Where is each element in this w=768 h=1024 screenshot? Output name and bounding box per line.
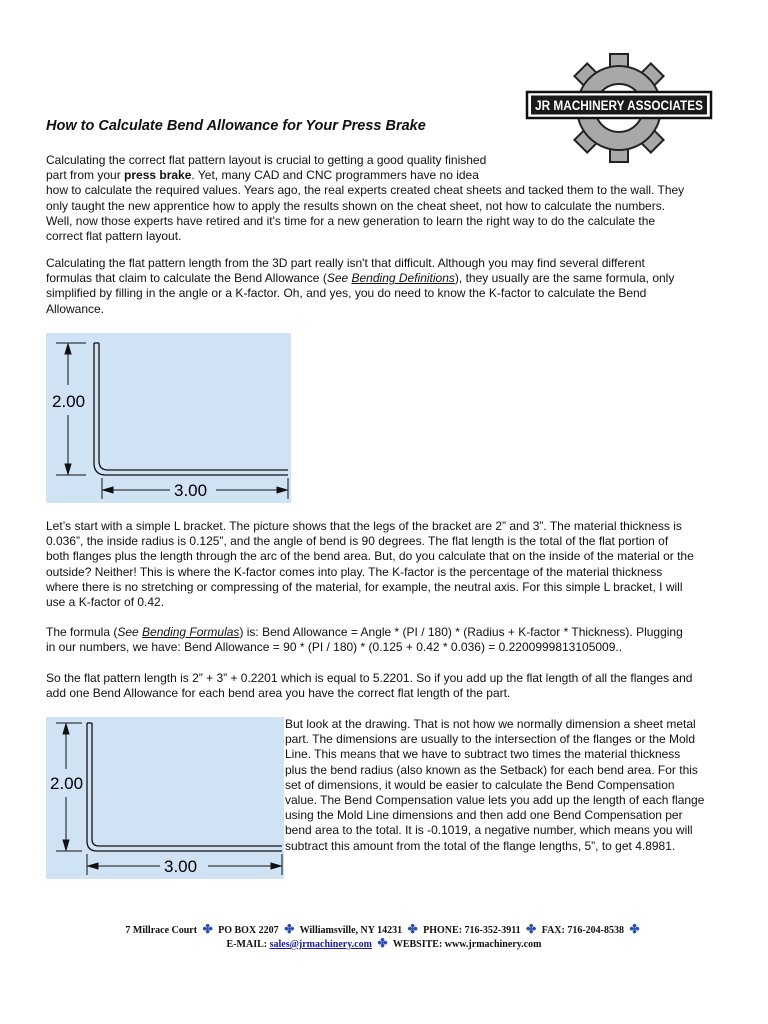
footer-contact-line — [0, 922, 768, 937]
mold-line-paragraph — [285, 717, 730, 854]
footer-email-link[interactable]: sales@jrmachinery.com — [269, 939, 372, 950]
text-line: how to calculate the required values. Years ago, the real experts created cheat sheets and tacked them to the wall. They — [46, 183, 685, 198]
horizontal-dimension-label: 3.00 — [174, 481, 208, 500]
text-line: where there is no stretching or compressing of the material, for example, the neutral axis. For this simple L bracket, I will — [46, 579, 683, 594]
text-line: Line. This means that we have to subtract two times the material thickness — [285, 747, 681, 762]
text-line: only taught the new apprentice how to apply the results shown on the cheat sheet, not how to calculate the numbers. — [46, 198, 666, 213]
footer-website: WEBSITE: www.jrmachinery.com — [392, 939, 542, 950]
bending-formulas-link[interactable]: Bending Formulas — [142, 625, 240, 639]
horizontal-dimension-label: 3.00 — [164, 857, 198, 876]
text-line: Calculating the correct flat pattern layout is crucial to getting a good quality finished — [46, 153, 487, 167]
formula-paragraph — [46, 625, 726, 655]
text-line: in our numbers, we have: Bend Allowance = 90 * (PI / 180) * (0.125 + 0.42 * 0.036) = 0.2200999813105009.. — [46, 640, 623, 655]
footer-star-icon: ✤ — [526, 922, 537, 936]
text-line: subtract this amount from the total of the flange lengths, 5”, to get 4.8981. — [285, 838, 676, 853]
bending-definitions-link[interactable]: Bending Definitions — [351, 271, 455, 286]
text-line: bend area to the total. It is -0.1019, a negative number, which means you will — [285, 823, 693, 838]
footer-star-icon: ✤ — [202, 922, 213, 936]
text-line: Well, now those experts have retired and it's time for a new generation to learn the right way to do the calculate the — [46, 213, 656, 228]
text-line: both flanges plus the length through the arc of the bend area. But, do you calculate that on the inside of the material or the — [46, 549, 694, 564]
text-line: But look at the drawing. That is not how we normally dimension a sheet metal — [285, 717, 696, 731]
text-line: simplified by filling in the angle or a K-factor. Oh, and yes, you do need to know the K-factor to calculate the Bend — [46, 286, 647, 301]
footer-email-label: E-MAIL: — [226, 939, 268, 950]
footer-fax: FAX: 716-204-8538 — [541, 925, 625, 936]
text-line: outside? Neither! This is where the K-factor comes into play. The K-factor is the percentage of the material thickness — [46, 564, 663, 579]
jr-machinery-logo — [524, 52, 714, 164]
text-line: 0.036”, the inside radius is 0.125”, and the angle of bend is 90 degrees. The flat length is the total of the flat portion of — [46, 534, 669, 549]
vertical-dimension-label: 2.00 — [50, 774, 84, 793]
text-line: Let’s start with a simple L bracket. The picture shows that the legs of the bracket are 2” and 3”. The material thickness is — [46, 519, 682, 533]
text-line: So the flat pattern length is 2” + 3” + 0.2201 which is equal to 5.2201. So if you add up the flat length of all the flanges and — [46, 671, 693, 685]
text-line: part. The dimensions are usually to the intersection of the flanges or the Mold — [285, 732, 696, 747]
text-line: Allowance. — [46, 301, 105, 316]
text-line: correct flat pattern layout. — [46, 229, 182, 244]
text-line: add one Bend Allowance for each bend area you have the correct flat length of the part. — [46, 686, 511, 701]
text-line: using the Mold Line dimensions and then add one Bend Compensation per — [285, 808, 683, 823]
text-line: part from your press brake. Yet, many CAD and CNC programmers have no idea — [46, 168, 479, 183]
text-line: value. The Bend Compensation value lets you add up the length of each flange — [285, 793, 705, 808]
text-line: formulas that claim to calculate the Bend Allowance (See Bending Definitions), they usually are the same formula, only — [46, 271, 675, 286]
text-line: plus the bend radius (also known as the Setback) for each bend area. For this — [285, 762, 698, 777]
logo-text: JR MACHINERY ASSOCIATES — [535, 98, 703, 113]
flat-pattern-paragraph — [46, 256, 726, 317]
text-line: Calculating the flat pattern length from the 3D part really isn't that difficult. Although you may find several different — [46, 256, 645, 270]
press-brake-emphasis: press brake — [124, 168, 192, 183]
footer-star-icon: ✤ — [629, 922, 640, 936]
l-bracket-figure-2 — [46, 717, 284, 879]
footer-phone: PHONE: 716-352-3911 — [423, 925, 521, 936]
l-bracket-paragraph — [46, 519, 726, 610]
text-line: set of dimensions, it would be easier to calculate the Bend Compensation — [285, 777, 675, 792]
l-bracket-figure-1 — [46, 333, 291, 503]
footer-star-icon: ✤ — [407, 922, 418, 936]
flat-length-paragraph — [46, 671, 726, 701]
footer-address: 7 Millrace Court — [125, 925, 198, 936]
intro-paragraph — [46, 153, 726, 244]
footer-web-line — [0, 936, 768, 951]
vertical-dimension-label: 2.00 — [52, 392, 86, 411]
footer-star-icon: ✤ — [284, 922, 295, 936]
footer-city: Williamsville, NY 14231 — [299, 925, 403, 936]
page-title: How to Calculate Bend Allowance for Your Press Brake — [46, 118, 426, 134]
footer-pobox: PO BOX 2207 — [218, 925, 279, 936]
footer-star-icon: ✤ — [377, 936, 388, 950]
text-line: The formula (See Bending Formulas) is: Bend Allowance = Angle * (PI / 180) * (Radius + K-factor * Thickness). Plugging — [46, 625, 683, 639]
text-line: use a K-factor of 0.42. — [46, 595, 165, 610]
